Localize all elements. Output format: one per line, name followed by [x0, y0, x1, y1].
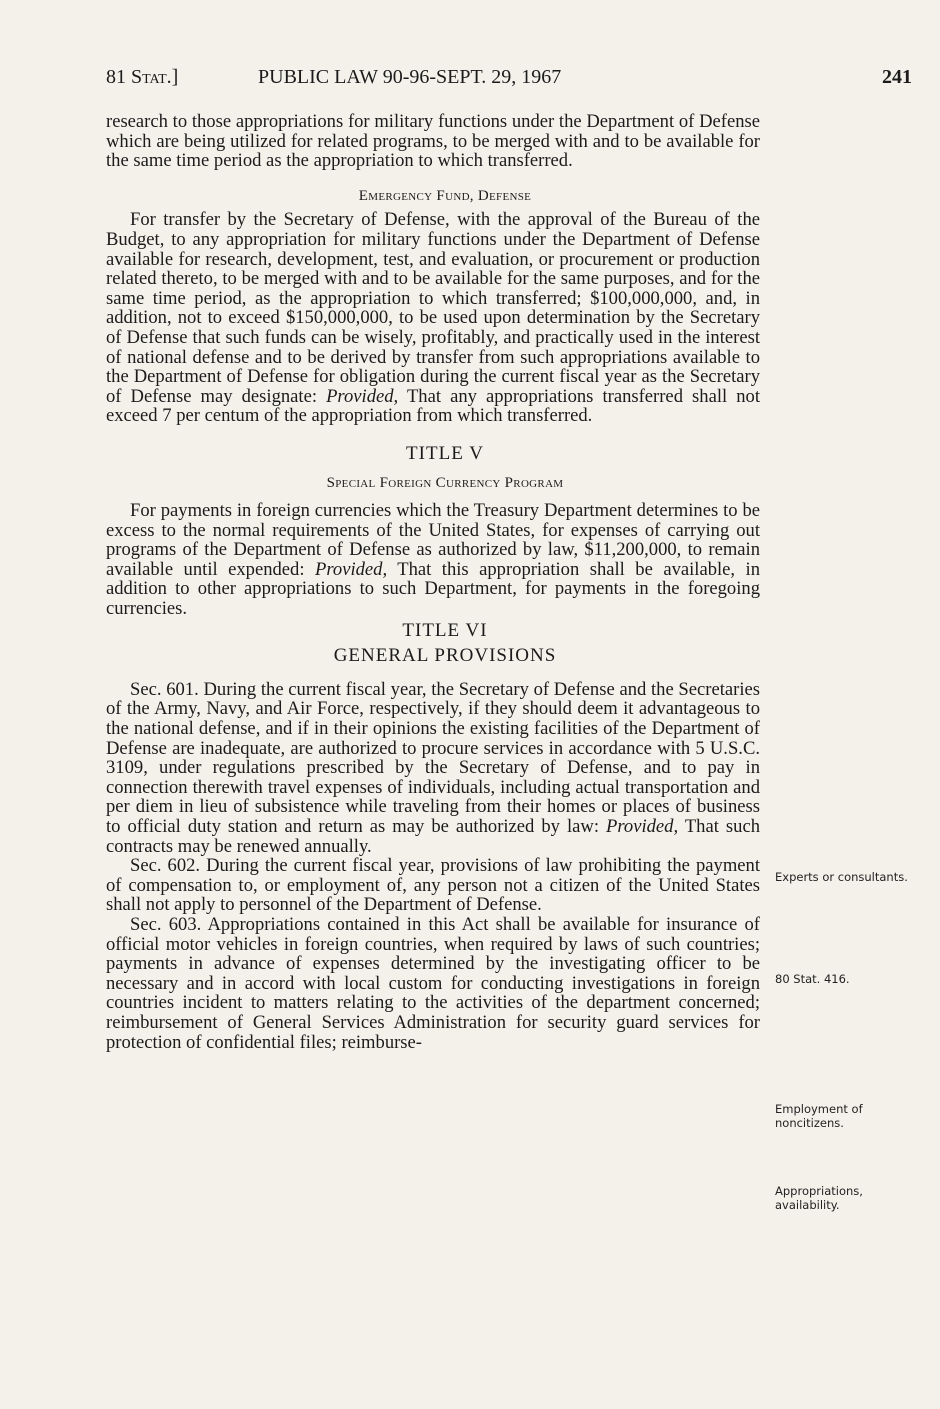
emergency-fund-paragraph [106, 210, 760, 426]
section-601-tail: That such contracts may be renewed annually. [106, 816, 760, 857]
section-602: Sec. 602. During the current fiscal year, provisions of law prohibiting the payment of compensation to, or employment of, any person not a citizen of the United States shall not apply to personnel of the Department of Defense. [106, 855, 760, 916]
emergency-fund-text: For transfer by the Secretary of Defense, with the approval of the Bureau of the Budget, to any appropriation for military functions under the Department of Defense available for research, development, test, and evaluation, or procurement or production related thereto, to be merged with and to be available for the same purposes, and for the same time period, as the appropriation to which transferred; $100,000,000, and, in addition, not to exceed $150,000,000, to be used upon determination by the Secretary of Defense that such funds can be wisely, profitably, and practically used in the interest of national defense and to be derived by transfer from such appropriations available to the Department of Defense for obligation during the current fiscal year as the Secretary of Defense may designate: [106, 209, 760, 407]
running-header [106, 66, 912, 94]
section-601 [106, 680, 760, 856]
title-vi-subheading: GENERAL PROVISIONS [333, 645, 557, 667]
margin-note-stat-reference: 80 Stat. 416. [775, 972, 850, 986]
title-v-provided: Provided, [315, 558, 388, 580]
section-603: Sec. 603. Appropriations contained in this Act shall be available for insurance of official motor vehicles in foreign countries, when required by laws of such countries; payments in advance of expenses determined by the investigating officer to be necessary and in accord with local custom for conducting investigations in foreign countries incident to matters relating to the activities of the department concerned; reimbursement of General Services Administration for security guard services for protection of confidential files; reimburse- [106, 913, 760, 1053]
title-v-paragraph [106, 501, 760, 619]
title-vi: TITLE VI [402, 619, 488, 641]
title-v-tail: That this appropriation shall be available, in addition to other appropriations to such Department, for payments in the foregoing currencies. [106, 558, 760, 620]
body-text [106, 112, 760, 1052]
margin-note-experts: Experts or consultants. [775, 870, 908, 884]
volume-reference: 81 Stat.] [106, 66, 179, 88]
intro-paragraph: research to those appropriations for military functions under the Department of Defense which are being utilized for related programs, to be merged with and to be available for the same time period as the appropriation to which transferred. [106, 111, 760, 172]
page-number: 241 [882, 66, 912, 88]
emergency-fund-tail: That any appropriations transferred shall not exceed 7 per centum of the appropriation from which transferred. [106, 385, 760, 427]
emergency-fund-provided: Provided, [326, 385, 399, 407]
section-601-provided: Provided, [606, 816, 679, 837]
title-v-text: For payments in foreign currencies which the Treasury Department determines to be excess to the normal requirements of the United States, for expenses of carrying out programs of the Department of Defense as authorized by law, $11,200,000, to remain available until expended: [106, 500, 760, 580]
law-title: PUBLIC LAW 90-96-SEPT. 29, 1967 [258, 66, 562, 88]
title-v-subheading: Special Foreign Currency Program [326, 474, 564, 491]
section-601-text: Sec. 601. During the current fiscal year, the Secretary of Defense and the Secretaries of the Army, Navy, and Air Force, respectively, if they should deem it advantageous to the national defense, and if in their opinions the existing facilities of the Department of Defense are inadequate, are authorized to procure services in accordance with 5 U.S.C. 3109, under regulations prescribed by the Secretary of Defense, and to pay in connection therewith travel expenses of individuals, including actual transportation and per diem in lieu of subsistence while traveling from their homes or places of business to official duty station and return as may be authorized by law: [106, 678, 760, 837]
title-v: TITLE V [406, 442, 484, 464]
margin-note-employment: Employment of noncitizens. [775, 1102, 863, 1130]
margin-note-appropriations: Appropriations, availability. [775, 1184, 863, 1212]
emergency-fund-heading: Emergency Fund, Defense [358, 187, 532, 204]
